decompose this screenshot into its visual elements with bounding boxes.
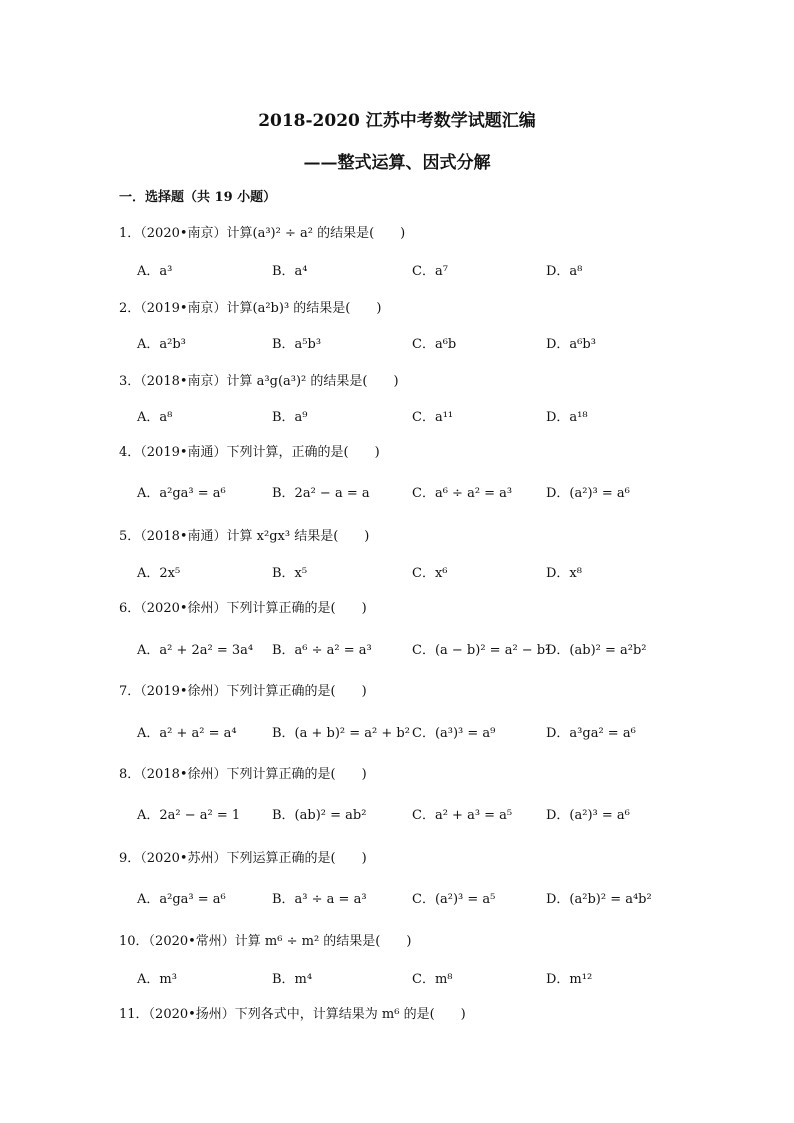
answer-option: B．a⁴ [272,264,308,279]
answer-option: D．(ab)² = a²b² [546,643,647,658]
answer-option: C．a⁷ [412,264,448,279]
question-stem: 8．（2018•徐州）下列计算正确的是( ) [119,767,367,782]
answer-option: B．a⁶ ÷ a² = a³ [272,643,372,658]
question-stem: 2．（2019•南京）计算(a²b)³ 的结果是( ) [119,301,382,316]
question-stem: 9．（2020•苏州）下列运算正确的是( ) [119,851,367,866]
answer-option: C．m⁸ [412,972,453,987]
answer-option: C．a² + a³ = a⁵ [412,808,513,823]
answer-option: A．a⁸ [137,410,173,425]
document-subtitle: ——整式运算、因式分解 [303,153,491,173]
answer-option: D．(a²)³ = a⁶ [546,808,630,823]
answer-option: A．2x⁵ [137,566,181,581]
answer-option: C．a¹¹ [412,410,454,425]
answer-option: B．2a² − a = a [272,486,370,501]
answer-option: D．a³ga² = a⁶ [546,726,636,741]
answer-option: D．m¹² [546,972,593,987]
answer-option: D．(a²)³ = a⁶ [546,486,630,501]
question-stem: 5．（2018•南通）计算 x²gx³ 结果是( ) [119,529,370,544]
answer-option: D．(a²b)² = a⁴b² [546,892,652,907]
answer-option: A．a²ga³ = a⁶ [137,892,226,907]
answer-option: A．a² + 2a² = 3a⁴ [137,643,254,658]
answer-option: B．(ab)² = ab² [272,808,367,823]
answer-option: D．a⁶b³ [546,337,596,352]
question-stem: 1．（2020•南京）计算(a³)² ÷ a² 的结果是( ) [119,226,406,241]
answer-option: B．a³ ÷ a = a³ [272,892,367,907]
answer-option: B．(a + b)² = a² + b² [272,726,410,741]
answer-option: B．x⁵ [272,566,308,581]
section-heading: 一．选择题（共 19 小题） [119,190,277,205]
answer-option: C．a⁶ ÷ a² = a³ [412,486,513,501]
answer-option: D．x⁸ [546,566,582,581]
question-stem: 3．（2018•南京）计算 a³g(a³)² 的结果是( ) [119,374,399,389]
question-stem: 10．（2020•常州）计算 m⁶ ÷ m² 的结果是( ) [119,934,412,949]
answer-option: A．m³ [137,972,177,987]
answer-option: C．(a²)³ = a⁵ [412,892,496,907]
answer-option: C．a⁶b [412,337,457,352]
answer-option: A．a³ [137,264,173,279]
answer-option: C．x⁶ [412,566,448,581]
question-stem: 7．（2019•徐州）下列计算正确的是( ) [119,684,367,699]
question-stem: 4．（2019•南通）下列计算，正确的是( ) [119,445,380,460]
answer-option: A．a² + a² = a⁴ [137,726,237,741]
answer-option: A．a²ga³ = a⁶ [137,486,226,501]
answer-option: D．a⁸ [546,264,583,279]
document-title: 2018-2020 江苏中考数学试题汇编 [258,111,536,131]
answer-option: C．(a − b)² = a² − b² [412,643,551,658]
answer-option: D．a¹⁸ [546,410,588,425]
answer-option: C．(a³)³ = a⁹ [412,726,496,741]
answer-option: A．2a² − a² = 1 [137,808,241,823]
question-stem: 11．（2020•扬州）下列各式中，计算结果为 m⁶ 的是( ) [119,1007,466,1022]
answer-option: A．a²b³ [137,337,186,352]
question-stem: 6．（2020•徐州）下列计算正确的是( ) [119,601,367,616]
answer-option: B．a⁹ [272,410,308,425]
answer-option: B．a⁵b³ [272,337,322,352]
answer-option: B．m⁴ [272,972,313,987]
